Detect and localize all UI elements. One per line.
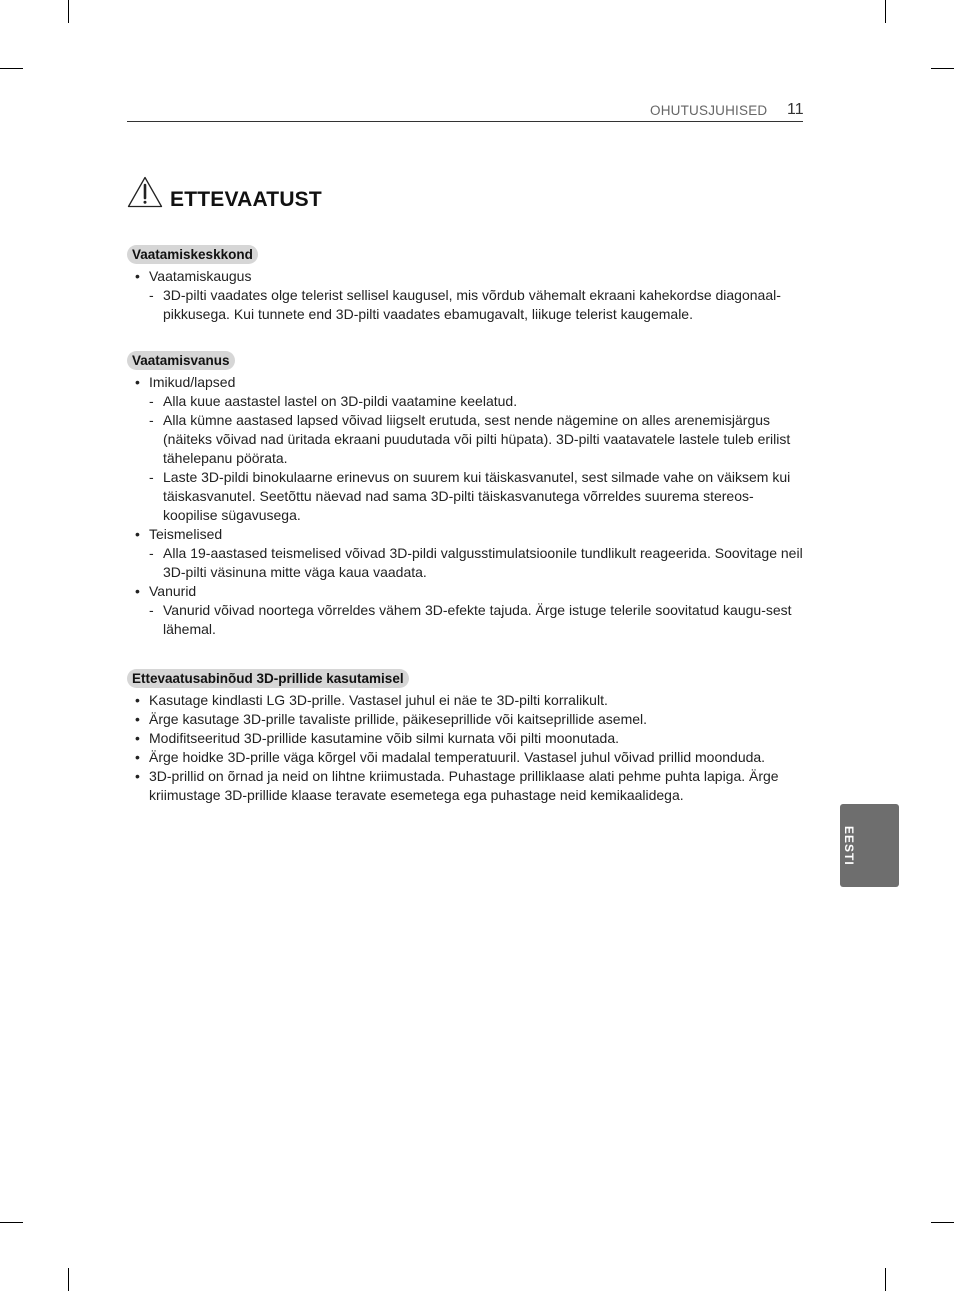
section-heading: Vaatamisvanus	[127, 351, 235, 370]
dash-item: - 3D-pilti vaadates olge telerist sellisel kaugusel, mis võrdub vähemalt ekraani kahekordse diagonaal-pikkusega. Kui tunnete end 3D-pilti vaadates ebamugavalt, liikuge telerist kaugemale.	[149, 286, 807, 324]
bullet-item: • Teismelised - Alla 19-aastased teismelised võivad 3D-pildi valgusstimulatsioonile tundlikult reageerida. Soovitage neil 3D-pilti väsinuna mitte väga kaua vaadata.	[127, 525, 807, 582]
section-3d-glasses-precautions	[127, 669, 807, 805]
crop-mark	[931, 68, 954, 69]
bullet-item: • 3D-prillid on õrnad ja neid on lihtne kriimustada. Puhastage prilliklaase alati pehme puhta lapiga. Ärge kriimustage 3D-prillide klaase teravate esemetega ega puhastage neid kemikaalidega.	[127, 767, 807, 805]
bullet-item: • Ärge kasutage 3D-prille tavaliste prillide, päikeseprillide või kaitseprillide asemel.	[127, 710, 807, 729]
bullet-list	[127, 691, 807, 805]
running-header: OHUTUSJUHISED	[650, 103, 768, 118]
page-title: ETTEVAATUST	[170, 188, 322, 211]
section-heading: Vaatamiskeskkond	[127, 245, 258, 264]
dash-item: - Vanurid võivad noortega võrreldes vähem 3D-efekte tajuda. Ärge istuge telerile soovitatud kaugu-sest lähemal.	[149, 601, 807, 639]
dash-item: - Alla kümne aastased lapsed võivad liigselt erutuda, sest nende nägemine on alles arenemisjärgus (näiteks võivad nad üritada ekraani puudutada või pilti hüpata). 3D-pilti vaatavatele lastele tuleb erilist tähelepanu pöörata.	[149, 411, 807, 468]
language-tab	[840, 804, 899, 887]
crop-mark	[931, 1222, 954, 1223]
language-tab-label: EESTI	[842, 826, 856, 866]
bullet-item: • Modifitseeritud 3D-prillide kasutamine võib silmi kurnata või pilti moonutada.	[127, 729, 807, 748]
crop-mark	[68, 0, 69, 23]
section-viewing-age	[127, 351, 807, 639]
dash-list	[149, 601, 807, 639]
dash-list	[149, 392, 807, 525]
crop-mark	[0, 1222, 23, 1223]
bullet-item: • Ärge hoidke 3D-prille väga kõrgel või madalal temperatuuril. Vastasel juhul võivad prillid moonduda.	[127, 748, 807, 767]
title-block	[127, 176, 322, 211]
crop-mark	[68, 1268, 69, 1291]
crop-mark	[885, 0, 886, 23]
dash-item: - Alla kuue aastastel lastel on 3D-pildi vaatamine keelatud.	[149, 392, 807, 411]
warning-triangle-icon	[127, 176, 163, 208]
crop-mark	[885, 1268, 886, 1291]
bullet-item: • Vaatamiskaugus - 3D-pilti vaadates olge telerist sellisel kaugusel, mis võrdub vähemalt ekraani kahekordse diagonaal-pikkusega. Kui tunnete end 3D-pilti vaadates ebamugavalt, liikuge telerist kaugemale.	[127, 267, 807, 324]
header-divider	[127, 121, 803, 122]
bullet-item: • Imikud/lapsed - Alla kuue aastastel lastel on 3D-pildi vaatamine keelatud. - Alla kümne aastased lapsed võivad liigselt erutuda, sest nende nägemine on alles arenemisjärgus (näiteks võivad nad üritada ekraani puudutada või pilti hüpata). 3D-pilti vaatavatele lastele tuleb erilist tähelepanu pöörata. - Laste 3D-pildi binokulaarne erinevus on suurem kui täiskasvanutel, sest silmade vahe on väiksem kui täiskasvanutel. Seetõttu näevad nad sama 3D-pilti täiskasvanutega võrreldes suurema stereos-koopilise sügavusega.	[127, 373, 807, 525]
dash-item: - Alla 19-aastased teismelised võivad 3D-pildi valgusstimulatsioonile tundlikult reageerida. Soovitage neil 3D-pilti väsinuna mitte väga kaua vaadata.	[149, 544, 807, 582]
page-number: 11	[787, 101, 804, 118]
crop-mark	[0, 68, 23, 69]
bullet-item: • Vanurid - Vanurid võivad noortega võrreldes vähem 3D-efekte tajuda. Ärge istuge telerile soovitatud kaugu-sest lähemal.	[127, 582, 807, 639]
bullet-item: • Kasutage kindlasti LG 3D-prille. Vastasel juhul ei näe te 3D-pilti korralikult.	[127, 691, 807, 710]
section-viewing-environment	[127, 245, 807, 324]
dash-item: - Laste 3D-pildi binokulaarne erinevus on suurem kui täiskasvanutel, sest silmade vahe on väiksem kui täiskasvanutel. Seetõttu näevad nad sama 3D-pilti täiskasvanutega võrreldes suurema stereos-koopilise sügavusega.	[149, 468, 807, 525]
dash-list	[149, 544, 807, 582]
bullet-list	[127, 373, 807, 639]
dash-list	[149, 286, 807, 324]
bullet-list	[127, 267, 807, 324]
section-heading: Ettevaatusabinõud 3D-prillide kasutamisel	[127, 669, 409, 688]
